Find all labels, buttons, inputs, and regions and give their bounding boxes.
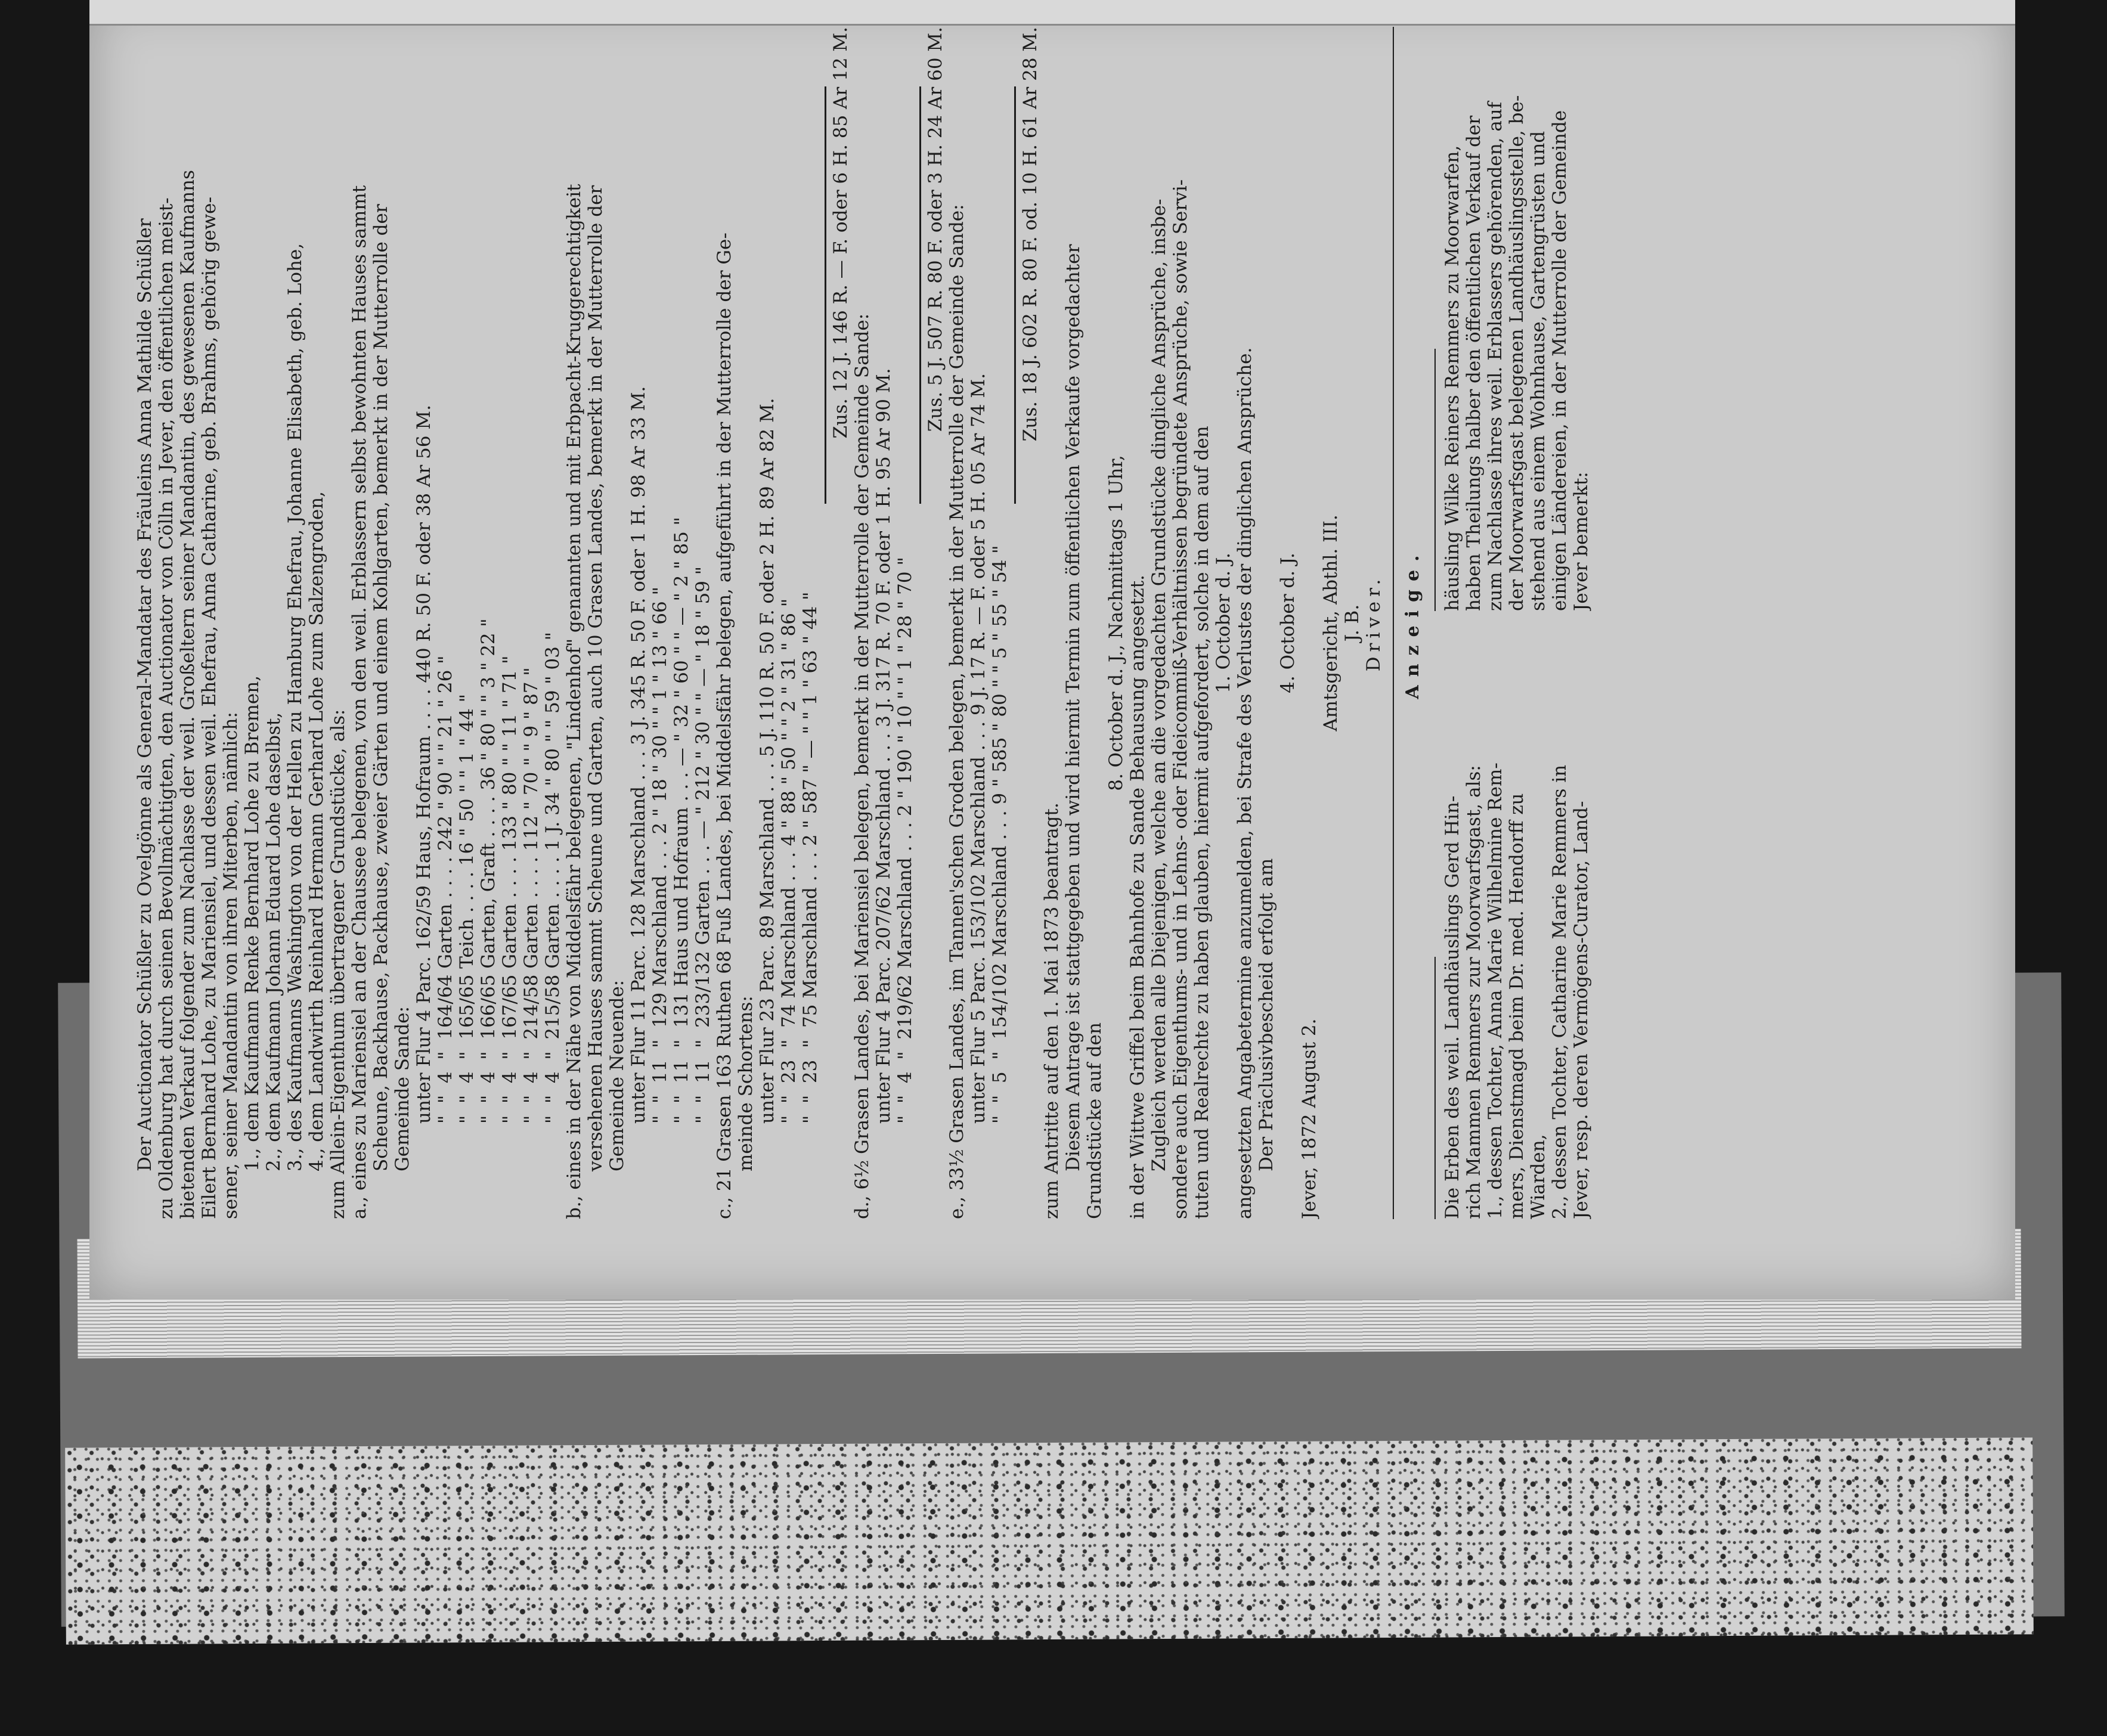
parcel-line: unter Flur 23 Parc. 89 Marschland . . . 5 J. 110 R. 50 F. oder 2 H. 89 Ar 82 M.	[757, 398, 778, 1124]
sum-rule	[1014, 86, 1016, 504]
ad-line: einigen Ländereien, in der Mutterrolle der Gemeinde	[1549, 110, 1570, 611]
ad-line: 2., dessen Tochter, Catharine Marie Remmers in	[1549, 764, 1570, 1219]
notice-line: angesetzten Angabetermine anzumelden, bei Strafe des Verlustes der dinglichen Ansprüche.	[1234, 347, 1256, 1219]
ad-heading: Anzeige.	[1402, 547, 1423, 699]
preclusion-date: 4. October d. J.	[1277, 553, 1299, 693]
notice-line: Gemeinde Sande:	[392, 1006, 413, 1171]
parcel-line: " " 11 " 233/132 Garten . . . — " 212 " 30 " " — " 18 " 59 "	[692, 566, 714, 1124]
notice-line: in der Wittwe Griffel beim Bahnhofe zu Sande Behausung angesetzt.	[1127, 575, 1148, 1219]
parcel-line: " " 4 " 164/64 Garten . . . . 242 " 90 " " 21 " 26 "	[435, 655, 456, 1124]
place-date-line: Jever, 1872 August 2.	[1299, 1018, 1320, 1219]
notice-line: 3., des Kaufmanns Washington von der Hellen zu Hamburg Ehefrau, Johanne Elisabeth, geb. Lohe,	[284, 243, 306, 1171]
ad-line: Wiarden,	[1527, 1134, 1549, 1219]
notice-line: d., 6½ Grasen Landes, bei Mariensiel belegen, bemerkt in der Mutterrolle der Gemeinde Sande:	[851, 313, 873, 1219]
notice-line: sener, seiner Mandantin von ihren Miterben, nämlich:	[220, 712, 241, 1219]
ad-right-column	[1429, 27, 1592, 611]
parcel-line: " " 11 " 129 Marschland . . . 2 " 18 " 30 " " 1 " 13 " 66 "	[649, 587, 671, 1124]
notice-line: c., 21 Grasen 163 Ruthen 68 Fuß Landes, bei Middelsfähr belegen, aufgeführt in der Mutterrolle der Ge-	[714, 232, 735, 1219]
ad-left-column	[1429, 635, 1592, 1219]
notice-line: Grundstücke auf den	[1084, 1022, 1105, 1219]
signature-name: Driver.	[1363, 574, 1384, 672]
parcel-line: " " 5 " 154/102 Marschland . . . 9 " 585 " 80 " " 5 " 55 " 54 "	[989, 545, 1011, 1124]
court-initials: J. B.	[1341, 604, 1363, 642]
ad-line: Die Erben des weil. Landhäuslings Gerd Hin-	[1442, 795, 1463, 1219]
section-divider	[1393, 27, 1394, 1219]
parcel-line: " " 11 " 131 Haus und Hofraum . . . — " 32 " 60 " " — " 2 " 85 "	[671, 517, 692, 1124]
parcel-line: " " 4 " 165/65 Teich . . . . 16 " 50 " " 1 " 44 "	[456, 694, 478, 1124]
ad-line: Jever bemerkt:	[1570, 472, 1592, 611]
notice-line: Der Präclusivbescheid erfolgt am	[1256, 858, 1277, 1171]
notice-line: Gemeinde Neuende:	[606, 979, 628, 1171]
parcel-line: unter Flur 4 Parc. 162/59 Haus, Hofraum . . . . 440 R. 50 F. oder 38 Ar 56 M.	[413, 405, 435, 1124]
ad-line: stehend aus einem Wohnhause, Gartengrüsten und	[1527, 131, 1549, 611]
court-name: Amtsgericht, Abthl. III.	[1320, 514, 1341, 731]
parcel-line: " " 4 " 167/65 Garten . . . . 133 " 80 " " 11 " 71 "	[499, 655, 520, 1124]
notice-line: versehenen Hauses sammt Scheune und Garten, auch 10 Grasen Landes, bemerkt in der Mutterrolle der	[585, 185, 606, 1171]
parcel-line: " " 4 " 219/62 Marschland . . . 2 " 190 " 10 " " 1 " 28 " 70 "	[894, 557, 916, 1124]
notice-line: zu Oldenburg hat durch seinen Bevollmächtigten, den Auctionator von Cölln in Jever, den öffentlichen meist-	[156, 197, 177, 1219]
notice-line: b., eines in der Nähe von Middelsfähr belegenen, "Lindenhof" genannten und mit Erbpacht-Kruggerechtigkeit	[563, 184, 585, 1219]
notice-line: 1., dem Kaufmann Renke Bernhard Lohe zu Bremen,	[241, 675, 263, 1171]
notice-line: zum Allein-Eigenthum übertragener Grundstücke, als:	[327, 709, 349, 1219]
marbled-book-edge	[65, 1437, 2034, 1644]
total-line: Zus. 18 J. 602 R. 80 F. od. 10 H. 61 Ar 28 M.	[1020, 27, 1041, 442]
notice-line: 2., dem Kaufmann Johann Eduard Lohe daselbst,	[263, 712, 284, 1171]
notice-line: Scheune, Backhause, Packhause, zweier Gärten und einem Kohlgarten, bemerkt in der Mutterrolle der	[370, 204, 392, 1171]
ad-line: zum Nachlasse ihres weil. Erblassers gehörenden, auf	[1485, 101, 1506, 611]
ad-section	[1402, 27, 1592, 1219]
notice-line: sondere auch Eigenthums- und in Lehns- oder Fideicommiß-Verhältnissen begründete Ansprüche, sowie Servi-	[1170, 179, 1191, 1219]
sum-rule	[825, 86, 826, 504]
notice-line: tuten und Realrechte zu haben glauben, hiermit aufgefordert, solche in dem auf den	[1191, 426, 1213, 1219]
auction-date: 8. October d. J., Nachmittags 1 Uhr,	[1105, 455, 1127, 791]
parcel-line: " " 23 " 75 Marschland . . . 2 " 587 " — " " 1 " 63 " 44 "	[800, 591, 821, 1124]
sum-rule	[919, 86, 921, 504]
parcel-line: " " 4 " 215/58 Garten . . . . 1 J. 34 " 80 " " 59 " 03 "	[542, 632, 563, 1124]
notice-section	[134, 27, 1384, 1219]
ad-line: 1., dessen Tochter, Anna Marie Wilhelmine Rem-	[1485, 762, 1506, 1219]
ad-line: Jever, resp. deren Vermögens-Curator, Land-	[1570, 801, 1592, 1219]
ad-line: häusling Wilke Reiners Remmers zu Moorwarfen,	[1442, 145, 1463, 611]
notice-line: Eilert Bernhard Lohe, zu Mariensiel, und dessen weil. Ehefrau, Anna Catharine, geb. Brahms, gehörig gewe-	[199, 196, 220, 1219]
ad-line: rich Mammen Remmers zur Moorwarfsgast, als:	[1463, 765, 1485, 1219]
parcel-line: " " 4 " 166/65 Garten, Graft . . . . 36 " 80 " " 3 " 22 "	[478, 618, 499, 1124]
ad-line: mers, Dienstmagd beim Dr. med. Hendorff zu	[1506, 793, 1527, 1219]
notice-line: Diesem Antrage ist stattgegeben und wird hiermit Termin zum öffentlichen Verkaufe vorgedachter	[1062, 244, 1084, 1171]
parcel-line: " " 23 " 74 Marschland . . . 4 " 88 " 50 " " 2 " 31 " 86 "	[778, 598, 800, 1124]
notice-line: 4., dem Landwirth Reinhard Hermann Gerhard Lohe zum Salzengroden,	[306, 491, 327, 1171]
total-line: Zus. 12 J. 146 R. — F. oder 6 H. 85 Ar 12 M.	[830, 27, 851, 439]
parcel-line: unter Flur 11 Parc. 128 Marschland . . . 3 J. 345 R. 50 F. oder 1 H. 98 Ar 33 M.	[628, 386, 649, 1124]
notice-line: Der Auctionator Schüßler zu Ovelgönne als General-Mandatar des Fräuleins Anna Mathilde Schüßler	[134, 218, 156, 1171]
notice-line: zum Antritte auf den 1. Mai 1873 beantragt.	[1041, 802, 1062, 1219]
parcel-line: unter Flur 5 Parc. 153/102 Marschland . . . 9 J. 17 R. — F. oder 5 H. 05 Ar 74 M.	[968, 373, 989, 1124]
notice-line: Zugleich werden alle Diejenigen, welche an die vorgedachten Grundstücke dingliche Ansprüche, insbe-	[1148, 199, 1170, 1171]
column-rule	[1434, 349, 1436, 611]
previous-page-edge	[89, 0, 2015, 26]
column-rule	[1434, 957, 1436, 1219]
ad-columns	[1429, 27, 1592, 1219]
notice-line: a., eines zu Mariensiel an der Chaussee belegenen, von den weil. Erblassern selbst bewohnten Hauses sammt	[349, 185, 370, 1219]
parcel-line: unter Flur 4 Parc. 207/62 Marschland . . . 3 J. 317 R. 70 F. oder 1 H. 95 Ar 90 M.	[873, 368, 894, 1124]
ad-line: haben Theilungs halber den öffentlichen Verkauf der	[1463, 115, 1485, 611]
claim-date: 1. October d. J.	[1213, 553, 1234, 693]
notice-line: bietenden Verkauf folgender zum Nachlasse der weil. Großeltern seiner Mandantin, des gewesenen Kaufmanns	[177, 170, 199, 1219]
rotated-text-block	[134, 27, 1911, 1219]
parcel-line: " " 4 " 214/58 Garten . . . . 112 " 70 " " 9 " 87 "	[520, 667, 542, 1124]
total-line: Zus. 5 J. 507 R. 80 F. oder 3 H. 24 Ar 60 M.	[925, 27, 946, 432]
ad-line: der Moorwarfsgast belegenen Landhäuslingsstelle, be-	[1506, 95, 1527, 611]
notice-line: e., 33½ Grasen Landes, im Tannen'schen Groden belegen, bemerkt in der Mutterrolle der Gemeinde Sande:	[946, 204, 968, 1219]
notice-line: meinde Schortens:	[735, 996, 757, 1171]
